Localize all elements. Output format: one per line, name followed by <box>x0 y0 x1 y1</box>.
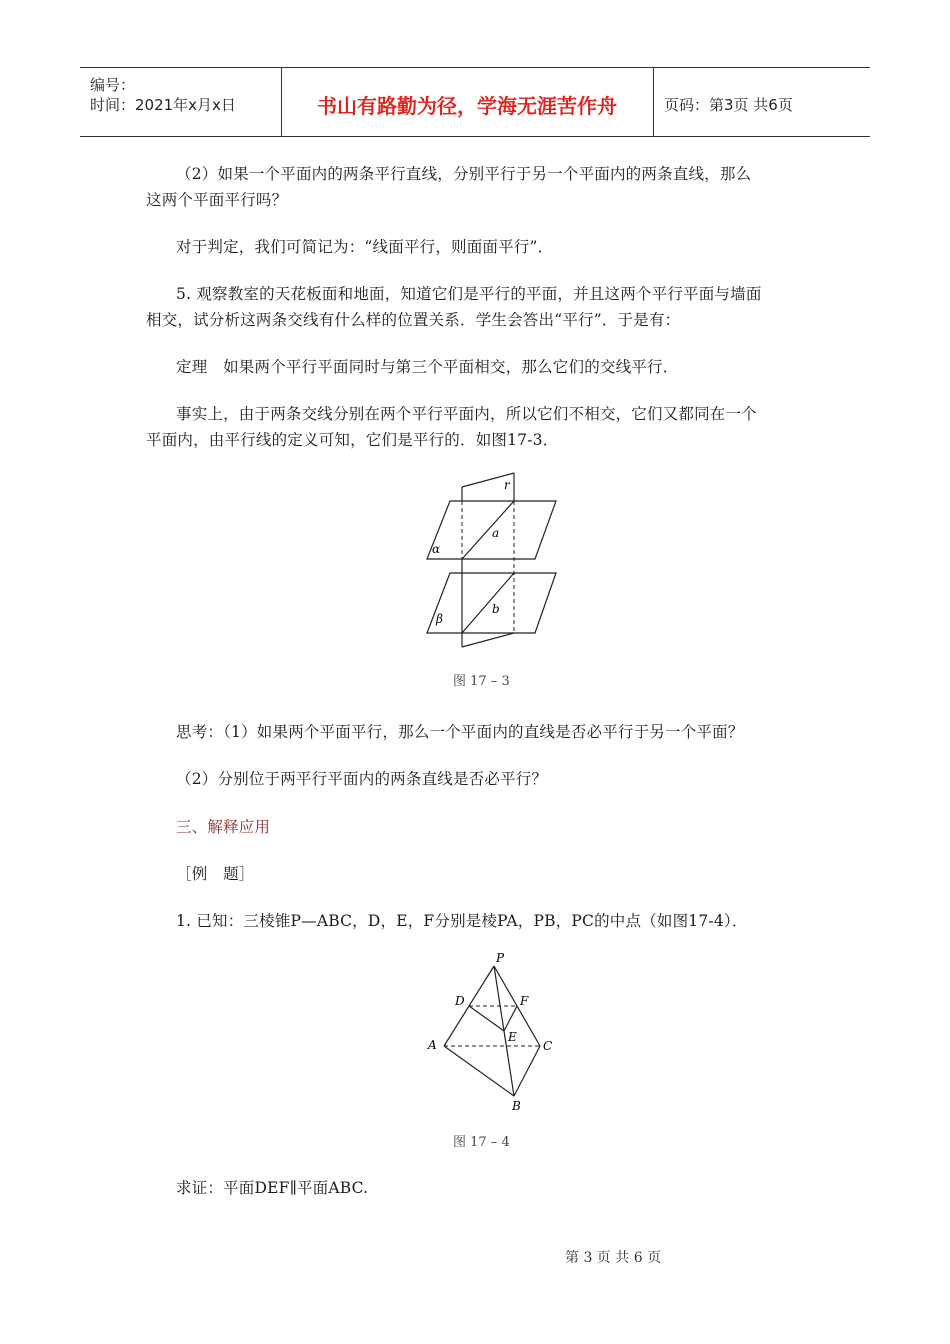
edge-EF <box>504 1006 517 1031</box>
paragraph-1: （2）如果一个平面内的两条平行直线，分别平行于另一个平面内的两条直线，那么 <box>176 165 752 183</box>
serial-label: 编号： <box>90 76 136 94</box>
figure-17-3 <box>410 465 580 655</box>
paragraph-5: 事实上，由于两条交线分别在两个平行平面内，所以它们不相交，它们又都同在一个 <box>176 405 757 423</box>
question-2: （2）分别位于两平行平面内的两条直线是否必平行？ <box>176 770 548 788</box>
figure-17-3-caption: 图 17 – 3 <box>453 674 510 689</box>
edge-CB <box>514 1046 540 1096</box>
label-P: P <box>496 951 505 965</box>
paragraph-3: 5. 观察教室的天花板面和地面，知道它们是平行的平面，并且这两个平行平面与墙面 <box>176 285 762 303</box>
paragraph-3-cont: 相交，试分析这两条交线有什么样的位置关系．学生会答出“平行”．于是有： <box>146 311 681 329</box>
question-1: 思考：（1）如果两个平面平行，那么一个平面内的直线是否必平行于另一个平面？ <box>176 723 744 741</box>
paragraph-2: 对于判定，我们可简记为：“线面平行，则面面平行”． <box>176 238 554 256</box>
header-table <box>80 67 870 137</box>
label-D: D <box>455 994 465 1008</box>
label-C: C <box>543 1039 553 1053</box>
example-heading: ［例 题］ <box>176 865 255 883</box>
section-heading: 三、解释应用 <box>176 818 271 836</box>
label-F: F <box>520 994 529 1008</box>
line-b <box>462 573 514 633</box>
motto: 书山有路勤为径，学海无涯苦作舟 <box>317 94 617 118</box>
figure-17-4 <box>420 948 560 1116</box>
example-1: 1. 已知：三棱锥P—ABC，D，E，F分别是棱PA，PB，PC的中点（如图17-4）． <box>176 912 748 930</box>
label-a: a <box>492 526 500 540</box>
theorem: 定理 如果两个平行平面同时与第三个平面相交，那么它们的交线平行． <box>176 358 679 376</box>
header-center-cell <box>281 68 654 136</box>
line-a <box>462 501 514 559</box>
footer-page-number: 第 3 页 共 6 页 <box>565 1250 662 1266</box>
header-right-cell <box>654 68 870 136</box>
figure-17-4-caption: 图 17 – 4 <box>453 1135 510 1150</box>
proof-statement: 求证：平面DEF∥平面ABC. <box>176 1179 369 1197</box>
header-left-cell <box>80 68 282 136</box>
edge-DE <box>469 1006 504 1031</box>
label-B: B <box>512 1099 521 1113</box>
paragraph-5-cont: 平面内，由平行线的定义可知，它们是平行的．如图17-3． <box>146 431 559 449</box>
paragraph-1-cont: 这两个平面平行吗？ <box>146 191 288 209</box>
time-label: 时间：2021年x月x日 <box>90 96 236 114</box>
page-info: 页码：第3页 共6页 <box>664 96 793 114</box>
edge-AB <box>444 1046 514 1096</box>
label-beta: β <box>436 612 443 626</box>
label-E: E <box>508 1030 517 1044</box>
label-r: r <box>504 478 510 492</box>
label-A: A <box>428 1038 437 1052</box>
label-alpha: α <box>432 542 441 556</box>
label-b: b <box>492 602 500 616</box>
